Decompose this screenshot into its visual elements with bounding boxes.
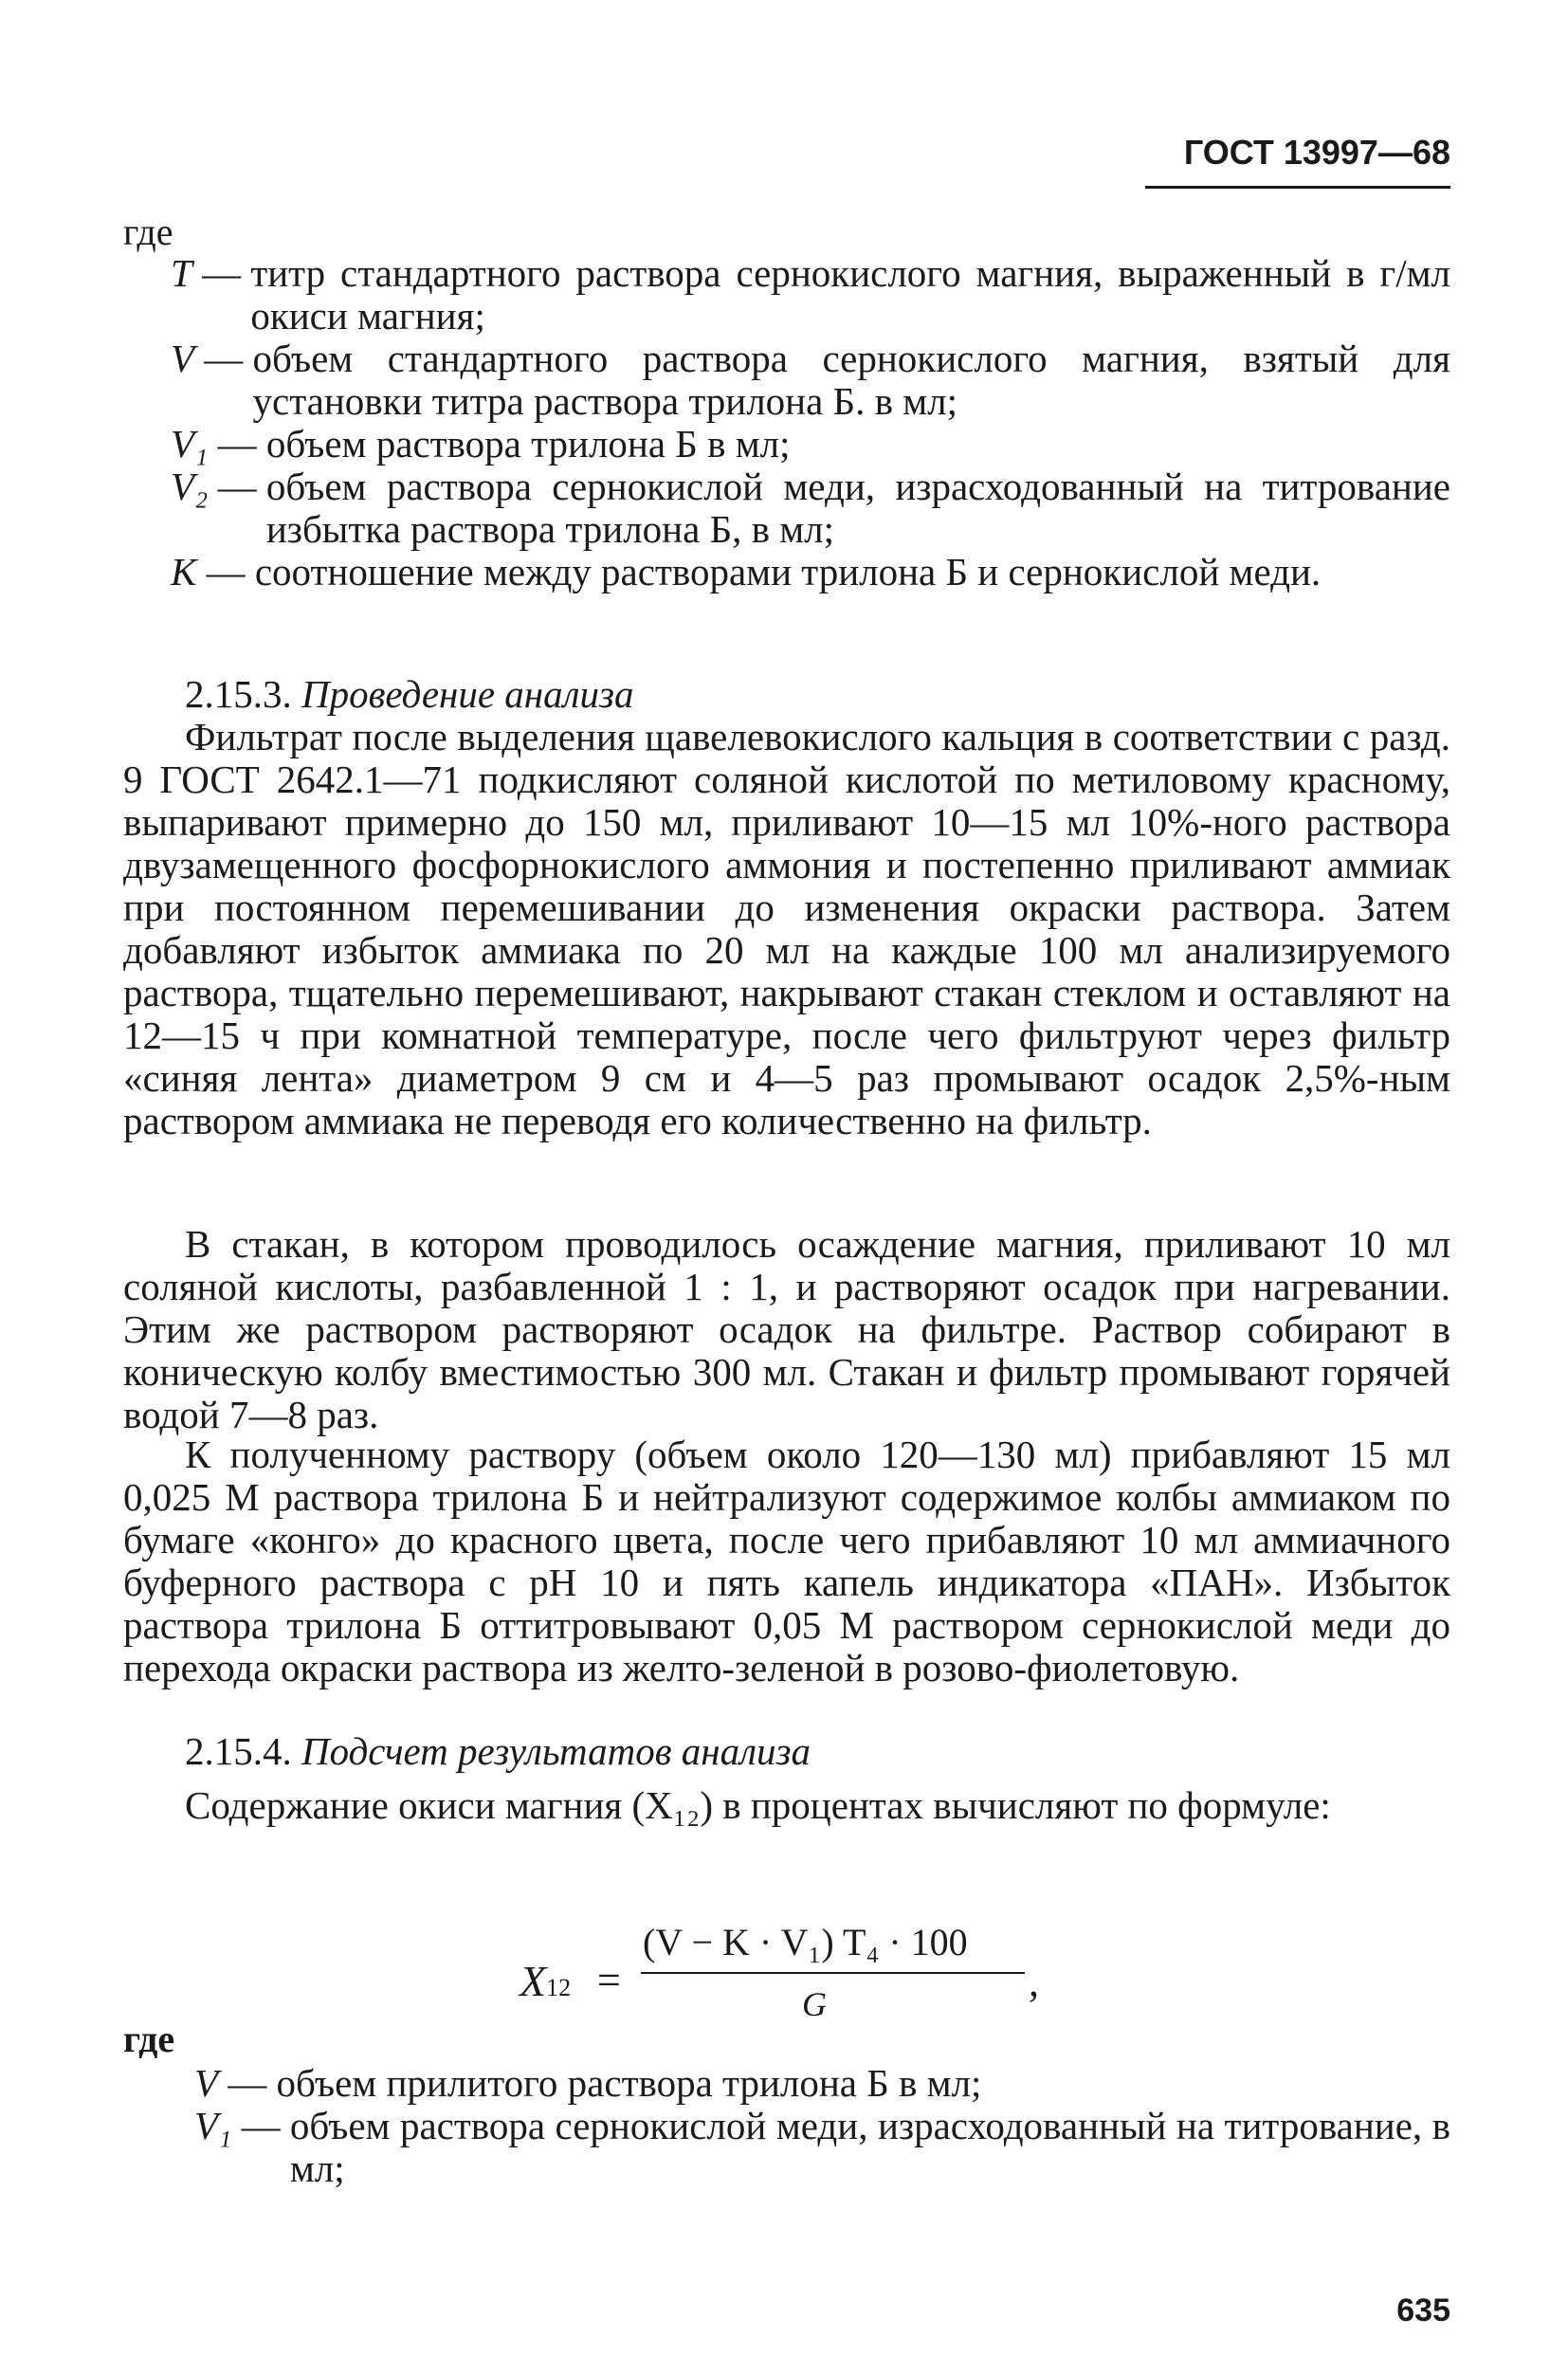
definition-text: объем прилитого раствора трилона Б в мл; (276, 2061, 982, 2105)
definition-text: объем стандартного раствора сернокислого магния, взятый для установки титра раствора трилона Б. в мл; (252, 337, 1450, 423)
section-number: 2.15.3. (185, 672, 292, 716)
formula-numerator: (V − K · V₁) T₄ · 100 (643, 1921, 968, 1963)
standard-header: ГОСТ 13997—68 (1145, 133, 1450, 189)
where-label: где (123, 2018, 175, 2060)
where-label: где (123, 210, 173, 253)
definition-symbol: V₂ (171, 465, 209, 508)
definition-text: титр стандартного раствора сернокислого магния, выраженный в г/мл окиси магния; (250, 251, 1450, 338)
definition-item: V₁ — объем раствора трилона Б в мл; (171, 423, 1450, 466)
definition-symbol: T (171, 251, 192, 295)
formula: X12 = (V − K · V₁) T₄ · 100 , G (520, 1921, 1039, 2023)
page-number: 635 (1396, 2292, 1450, 2328)
definition-item: T — титр стандартного раствора сернокислого магния, выраженный в г/мл окиси магния; (171, 251, 1450, 338)
paragraph: В стакан, в котором проводилось осаждение магния, приливают 10 мл соляной кислоты, разбавленной 1 : 1, и растворяют осадок при нагревании. Этим же раствором растворяют осадок на фильтре. Раствор собирают в коническую колбу вместимостью 300 мл. Стакан и фильтр промывают горячей водой 7—8 раз. (123, 1222, 1450, 1436)
definition-text: объем раствора трилона Б в мл; (265, 422, 791, 466)
definition-text: соотношение между растворами трилона Б и сернокислой меди. (254, 550, 1322, 594)
formula-denominator: G (802, 1985, 827, 2023)
definition-symbol: V₁ (194, 2104, 232, 2147)
definition-item: V₂ — объем раствора сернокислой меди, израсходованный на титрование избытка раствора трилона Б, в мл; (171, 465, 1450, 551)
section-heading-2154 (185, 1730, 811, 1773)
definitions-list (171, 252, 1450, 594)
definition-item: K — соотношение между растворами трилона Б и сернокислой меди. (171, 551, 1450, 594)
fraction-bar (641, 1972, 1025, 1974)
paragraph: Фильтрат после выделения щавелевокислого кальция в соответствии с разд. 9 ГОСТ 2642.1—71 подкисляют соляной кислотой по метиловому красному, выпаривают примерно до 150 мл, приливают 10—15 мл 10%-ного раствора двузамещенного фосфорнокислого аммония и постепенно приливают аммиак при постоянном перемешивании до изменения окраски раствора. Затем добавляют избыток аммиака по 20 мл на каждые 100 мл анализируемого раствора, тщательно перемешивают, накрывают стакан стеклом и оставляют на 12—15 ч при комнатной температуре, после чего фильтруют через фильтр «синяя лента» диаметром 9 см и 4—5 раз промывают осадок 2,5%-ным раствором аммиака не переводя его количественно на фильтр. (123, 715, 1450, 1142)
paragraph: Содержание окиси магния (X₁₂) в процентах вычисляют по формуле: (185, 1783, 1331, 1827)
definition-item: V₁ — объем раствора сернокислой меди, израсходованный на титрование, в мл; (194, 2104, 1450, 2190)
definition-item: V — объем стандартного раствора сернокислого магния, взятый для установки титра раствора трилона Б. в мл; (171, 337, 1450, 423)
definition-item: V — объем прилитого раствора трилона Б в мл; (194, 2062, 1450, 2105)
paragraph: К полученному раствору (объем около 120—130 мл) прибавляют 15 мл 0,025 М раствора трилона Б и нейтрализуют содержимое колбы аммиаком по бумаге «конго» до красного цвета, после чего прибавляют 10 мл аммиачного буферного раствора с pH 10 и пять капель индикатора «ПАН». Избыток раствора трилона Б оттитровывают 0,05 М раствором сернокислой меди до перехода окраски раствора из желто-зеленой в розово-фиолетовую. (123, 1433, 1450, 1689)
definition-symbol: V (194, 2061, 219, 2105)
definitions-list (194, 2062, 1450, 2190)
section-title: Проведение анализа (301, 672, 634, 716)
definition-text: объем раствора сернокислой меди, израсходованный на титрование, в мл; (289, 2104, 1450, 2190)
definition-text: объем раствора сернокислой меди, израсходованный на титрование избытка раствора трилона Б, в мл; (265, 465, 1450, 551)
section-title: Подсчет результатов анализа (301, 1729, 811, 1773)
definition-symbol: V (171, 337, 195, 380)
section-number: 2.15.4. (185, 1729, 292, 1773)
definition-symbol: K (171, 550, 197, 594)
formula-lhs: X12 (520, 1957, 572, 2005)
section-heading-2153 (185, 673, 634, 716)
definition-symbol: V₁ (171, 422, 209, 466)
